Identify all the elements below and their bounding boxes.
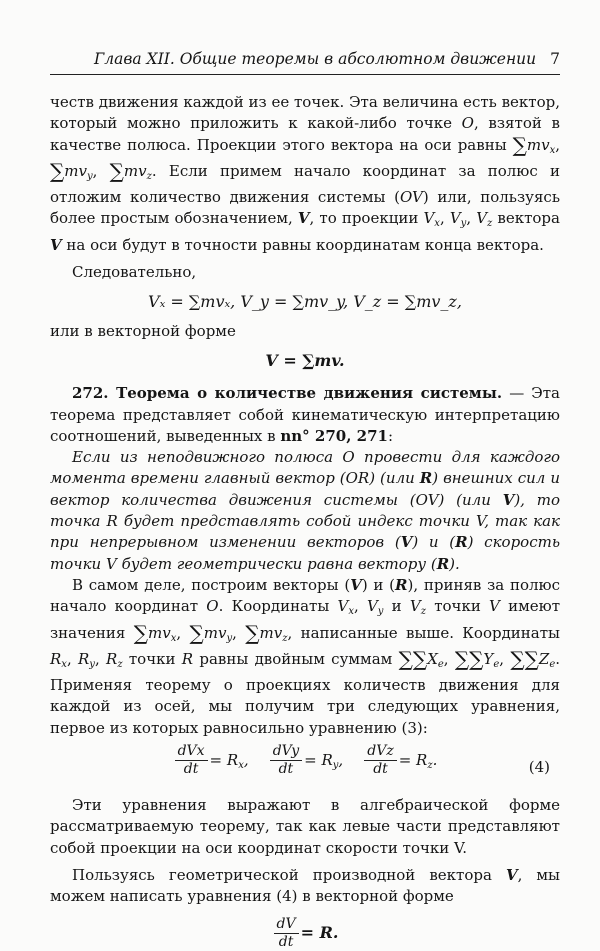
paragraph-algebraic-form: Эти уравнения выражают в алгебраической форме рассматриваемую теорему, так как левые части представляют собой проекции на оси координат скорости точки V. <box>50 796 560 857</box>
equation-4: $\frac{\text{dVx}}{dt}$ = $R_x$, $\frac{\text{dVy}}{dt}$ = $R_y$, $\frac{\text{dVz}}{dt}$ = $R_z$. (4) <box>50 743 560 791</box>
running-header <box>94 48 560 72</box>
paragraph-momentum-vector: честв движения каждой из ее точек. Эта величина есть вектор, который можно приложить к какой-либо точке O, взятой в качестве полюса. Проекции этого вектора на оси равны $\sum mv_x$, $\sum mv_y$, $\sum mv_z$. Если примем начало координат за полюс и отложим количество движения системы (OV) или, пользуясь более простым обозначением, V, то проекции $V_x$, $V_y$, $V_z$ вектора V на оси будут в точности равны координатам конца вектора. <box>50 93 560 254</box>
book-page <box>50 0 561 950</box>
proof-paragraph: В самом деле, построим векторы (V) и (R), приняв за полюс начало координат O. Координаты $V_x$, $V_y$ и $V_z$ точки V имеют значения $\sum mv_x$, $\sum mv_y$, $\sum mv_z$, написанные выше. Координаты $R_x$, $R_y$, $R_z$ точки R равны двойным суммам $\sum\sum X_e$, $\sum\sum Y_e$, $\sum\sum Z_e$. Применяя теорему о проекциях количеств движения для каждой из осей, мы получим три следующих уравнения, первое из которых равносильно уравнению (3): <box>50 575 561 737</box>
section-heading: 272. Теорема о количестве движения системы. <box>72 384 503 403</box>
formula-vector: V = ∑mv. <box>265 350 345 370</box>
chapter-title: Глава XII. Общие теоремы в абсолютном движении <box>94 50 537 68</box>
formula-projections: Vₓ = ∑mvₓ, V_y = ∑mv_y, V_z = ∑mv_z, <box>148 292 462 312</box>
consequently-text: Следовательно, <box>72 263 197 282</box>
final-formula: $\frac{dV}{dt}$ = R. <box>50 916 560 951</box>
equation-number: (4) <box>528 758 550 777</box>
paragraph-geometric-derivative: Пользуясь геометрической производной вектора V, мы можем написать уравнения (4) в векторной форме <box>50 865 560 906</box>
section-272: 272. Теорема о количестве движения системы. — Эта теорема представляет собой кинематическую интерпретацию соотношений, выведенных в nn° 270, 271: <box>50 384 560 445</box>
theorem-statement: Если из неподвижного полюса O провести для каждого момента времени главный вектор (OR) (или R) внешних сил и вектор количества движения системы (OV) (или V), то точка R будет представлять собой индекс точки V, так как при непрерывном изменении векторов (V) и (R) скорость точки V будет геометрически равна вектору (R). <box>50 448 561 573</box>
vector-form-intro: или в векторной форме <box>50 321 236 340</box>
page-body <box>50 92 560 951</box>
page-number: 7 <box>550 50 560 68</box>
header-rule <box>50 74 560 75</box>
